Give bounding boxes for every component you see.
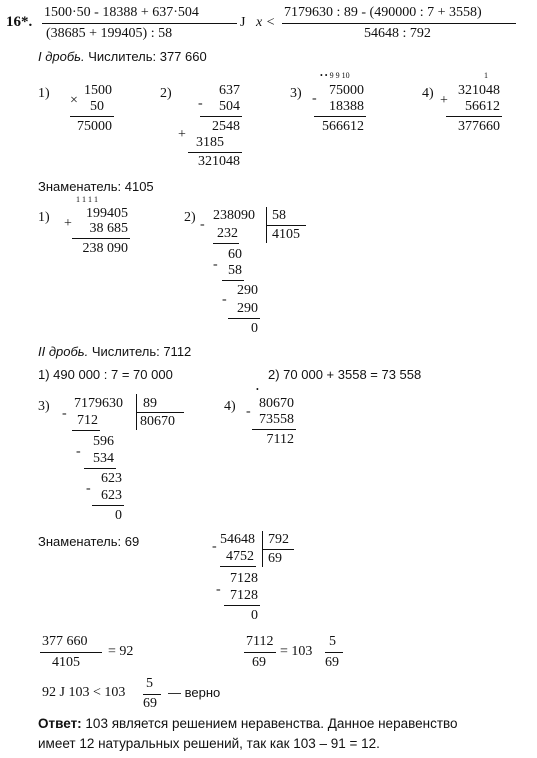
- final-f1-den: 4105: [52, 655, 80, 670]
- part1-heading-italic: I дробь.: [38, 49, 85, 64]
- p1-d2-minus1: -: [200, 217, 205, 232]
- final-f1-bar: [40, 652, 102, 653]
- part1-heading-text: Числитель: 377 660: [84, 49, 207, 64]
- p1-s3-label: 3): [290, 86, 302, 101]
- final-cmp-left: 92 J 103 < 103: [42, 685, 126, 700]
- final-f2-frac-den: 69: [325, 655, 339, 670]
- final-f2-den: 69: [252, 655, 266, 670]
- p1-s1-res: 75000: [77, 119, 112, 134]
- p1-s4-a: 321048: [458, 83, 500, 98]
- p2-line2: 2) 70 000 + 3558 = 73 558: [268, 367, 422, 382]
- p1-d2-minus3: -: [222, 292, 227, 307]
- p2-d-minus1: -: [212, 539, 217, 554]
- final-f1-res: = 92: [108, 644, 134, 659]
- p1-d1-op: +: [64, 216, 72, 231]
- p1-d2-label: 2): [184, 210, 196, 225]
- final-f2-frac-bar: [325, 652, 343, 653]
- p1-d1-b: 38 685: [89, 221, 128, 236]
- p2-s3-quotient: 80670: [140, 414, 175, 429]
- p1-d2-bar1: [213, 243, 239, 244]
- p2-s3-qbar: [136, 412, 184, 413]
- p2-d-r4: 0: [251, 608, 258, 623]
- p1-s4-carry: 1: [484, 71, 488, 80]
- final-cmp-frac-bar: [143, 694, 161, 695]
- p2-s4-bar: [252, 429, 296, 430]
- p2-s3-minus3: -: [86, 481, 91, 496]
- p1-d2-minus2: -: [213, 257, 218, 272]
- p1-d2-quotient: 4105: [272, 227, 300, 242]
- final-cmp-frac-num: 5: [146, 676, 153, 691]
- p1-s3-res: 566612: [322, 119, 364, 134]
- p2-d-quotient: 69: [268, 551, 282, 566]
- p2-s3-r4: 623: [101, 471, 122, 486]
- part1-den-heading: Знаменатель: 4105: [38, 179, 154, 194]
- p1-s4-label: 4): [422, 86, 434, 101]
- final-f2-res: = 103: [280, 644, 313, 659]
- answer-line-2: имеет 12 натуральных решений, так как 103 – 91 = 12.: [38, 736, 380, 751]
- p1-d2-r1: 232: [217, 226, 238, 241]
- final-f2-frac-num: 5: [329, 634, 336, 649]
- p2-d-bar2: [224, 605, 260, 606]
- p1-s4-op: +: [440, 93, 448, 108]
- p1-s2-op2: +: [178, 127, 186, 142]
- p1-s2-p2: 3185: [196, 135, 224, 150]
- rhs-numerator: 7179630 : 89 - (490000 : 7 + 3558): [284, 5, 482, 20]
- p1-s2-bar1: [200, 116, 242, 117]
- p1-s3-bar: [314, 116, 366, 117]
- part2-den-heading: Знаменатель: 69: [38, 534, 140, 549]
- main-denominator: (38685 + 199405) : 58: [46, 26, 173, 41]
- final-f2-bar: [244, 652, 276, 653]
- p1-d1-carry: 1 1 1 1: [76, 195, 98, 204]
- p1-s2-res: 321048: [198, 154, 240, 169]
- p1-d2-divisor: 58: [272, 208, 286, 223]
- p1-s4-bar: [446, 116, 502, 117]
- p2-d-dividend: 54648: [220, 532, 255, 547]
- p2-d-qbar: [262, 549, 294, 550]
- problem-number: 16*.: [6, 14, 33, 30]
- rhs-fraction-bar: [282, 23, 516, 24]
- p1-d1-label: 1): [38, 210, 50, 225]
- p1-s2-b: 504: [219, 99, 240, 114]
- rhs-denominator: 54648 : 792: [364, 26, 431, 41]
- p2-s3-r2: 596: [93, 434, 114, 449]
- p1-s1-bar: [70, 116, 114, 117]
- p2-s3-r1: 712: [77, 413, 98, 428]
- final-cmp-right: — верно: [168, 685, 221, 700]
- main-fraction-bar: [42, 23, 237, 24]
- part1-heading: [38, 50, 207, 63]
- p1-s1-op: ×: [70, 93, 78, 108]
- p1-s2-label: 2): [160, 86, 172, 101]
- p1-d2-r3: 58: [228, 263, 242, 278]
- p2-s3-divisor: 89: [143, 396, 157, 411]
- p2-s3-r6: 0: [115, 508, 122, 523]
- part2-heading: [38, 345, 191, 358]
- p1-s3-b: 18388: [329, 99, 364, 114]
- p2-d-r1: 4752: [226, 549, 254, 564]
- p1-d2-bar2: [222, 280, 244, 281]
- p2-d-bar1: [220, 566, 256, 567]
- p2-d-minus2: -: [216, 582, 221, 597]
- p1-s2-bar2: [188, 152, 242, 153]
- p2-s3-r5: 623: [101, 488, 122, 503]
- p1-s3-borrow-dots: • • 9 9 10: [320, 71, 350, 80]
- p1-d2-r4: 290: [237, 283, 258, 298]
- p1-s2-a: 637: [219, 83, 240, 98]
- p2-s3-bar3: [92, 505, 124, 506]
- p2-s3-bar2: [84, 468, 116, 469]
- p2-s3-r3: 534: [93, 451, 114, 466]
- p1-d1-bar: [72, 238, 130, 239]
- p2-d-divisor: 792: [268, 532, 289, 547]
- p2-s3-minus2: -: [76, 444, 81, 459]
- p1-s1-label: 1): [38, 86, 50, 101]
- final-cmp-frac-den: 69: [143, 696, 157, 711]
- p1-d2-dividend: 238090: [213, 208, 255, 223]
- p2-s4-op: -: [246, 404, 251, 419]
- p1-s2-op1: -: [198, 96, 203, 111]
- p2-s3-minus1: -: [62, 406, 67, 421]
- p2-s4-res: 7112: [266, 432, 294, 447]
- p1-s1-b: 50: [90, 99, 104, 114]
- p2-s3-bar1: [72, 430, 100, 431]
- p1-s4-res: 377660: [458, 119, 500, 134]
- p2-s4-borrow-dot: •: [256, 385, 259, 394]
- p1-s1-a: 1500: [84, 83, 112, 98]
- p2-s4-a: 80670: [259, 396, 294, 411]
- final-f1-num: 377 660: [42, 634, 88, 649]
- answer-line-1: [38, 717, 458, 731]
- p2-s4-b: 73558: [259, 412, 294, 427]
- p1-d2-qbar: [266, 225, 306, 226]
- answer-label: Ответ:: [38, 716, 82, 731]
- relation-symbol: J: [240, 15, 246, 30]
- part2-heading-text: Числитель: 7112: [88, 344, 192, 359]
- p1-d2-bar3: [228, 318, 260, 319]
- part2-heading-italic: II дробь.: [38, 344, 89, 359]
- p1-s4-b: 56612: [465, 99, 500, 114]
- p2-d-r3: 7128: [230, 588, 258, 603]
- p1-d2-r2: 60: [228, 247, 242, 262]
- p1-d2-r5: 290: [237, 301, 258, 316]
- final-f2-num: 7112: [246, 634, 274, 649]
- p2-line1: 1) 490 000 : 7 = 70 000: [38, 367, 173, 382]
- p1-s3-a: 75000: [329, 83, 364, 98]
- p1-d1-res: 238 090: [82, 241, 128, 256]
- p1-d2-r6: 0: [251, 321, 258, 336]
- main-numerator: 1500·50 - 18388 + 637·504: [44, 5, 199, 20]
- answer-text-1: 103 является решением неравенства. Данное неравенство: [81, 716, 458, 731]
- p2-s3-label: 3): [38, 399, 50, 414]
- p1-d1-a: 199405: [86, 206, 128, 221]
- p1-s3-op: -: [312, 91, 317, 106]
- variable-x: x <: [256, 15, 276, 30]
- p2-s4-label: 4): [224, 399, 236, 414]
- p2-s3-dividend: 7179630: [74, 396, 123, 411]
- p1-s2-p1: 2548: [212, 119, 240, 134]
- p2-d-r2: 7128: [230, 571, 258, 586]
